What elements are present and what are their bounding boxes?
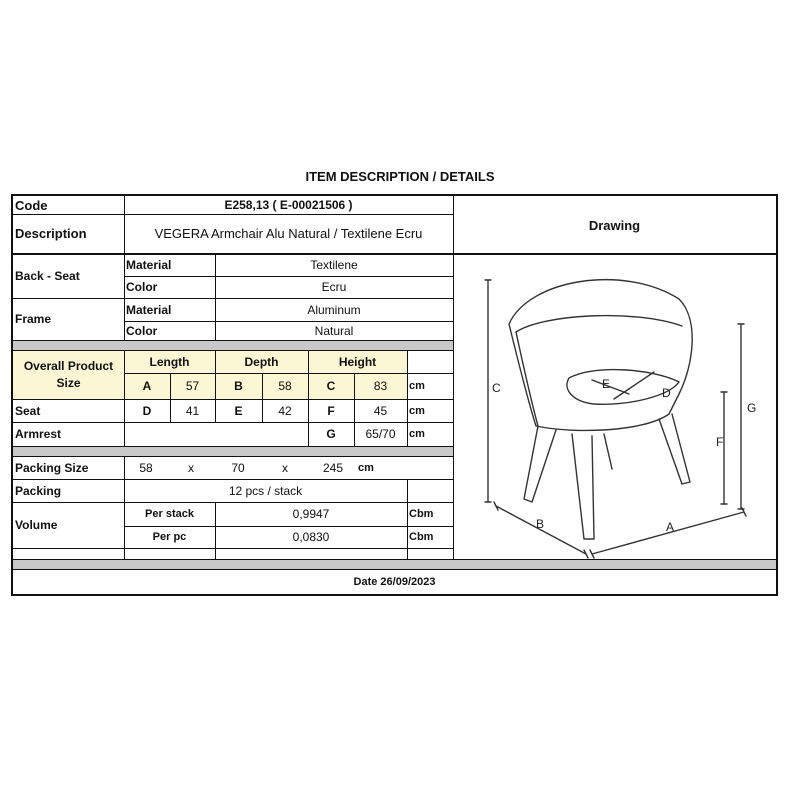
code-value: E258,13 ( E-00021506 ) xyxy=(224,198,353,212)
back-seat-material-label: Material xyxy=(126,257,172,272)
overall-unit: cm xyxy=(409,380,425,392)
dim-f-value: 45 xyxy=(373,403,388,418)
back-seat-color-label: Color xyxy=(126,280,158,294)
chair-shell xyxy=(509,280,692,431)
chair-shell-inner xyxy=(516,316,682,332)
dim-g-label: G xyxy=(326,427,336,441)
armrest-unit: cm xyxy=(409,428,425,440)
drawing-label: Drawing xyxy=(588,217,641,233)
dim-d-label: D xyxy=(142,403,152,418)
depth-header: Depth xyxy=(244,354,279,369)
drawing-letter-d: D xyxy=(662,386,671,400)
spacer-band xyxy=(13,340,453,350)
overall-size-label: Overall Product Size xyxy=(23,358,114,390)
chair-leg-front-left xyxy=(524,426,556,502)
dim-f-label: F xyxy=(327,403,335,418)
seat-label: Seat xyxy=(15,403,41,418)
length-header: Length xyxy=(149,354,190,369)
back-seat-material: Textilene xyxy=(310,257,358,272)
packing-size-unit: cm xyxy=(358,461,374,474)
frame-label: Frame xyxy=(15,312,52,326)
dim-b-label: B xyxy=(234,379,243,393)
dim-g-value: 65/70 xyxy=(365,427,396,441)
packing-size-x2: x xyxy=(282,460,288,475)
volume-per-pc-label: Per pc xyxy=(152,531,187,543)
height-header: Height xyxy=(338,354,377,369)
volume-per-pc-value: 0,0830 xyxy=(292,530,330,544)
date-label: Date 26/09/2023 xyxy=(353,575,436,588)
frame-color-label: Color xyxy=(126,323,158,338)
description-label: Description xyxy=(15,226,87,241)
frame-material-label: Material xyxy=(126,302,172,317)
packing-value: 12 pcs / stack xyxy=(228,483,303,498)
spacer-band xyxy=(13,446,453,456)
dim-e-value: 42 xyxy=(278,403,292,418)
packing-size-label: Packing Size xyxy=(15,460,89,475)
drawing-letter-b: B xyxy=(536,517,545,531)
spec-sheet xyxy=(11,194,778,596)
chair-drawing xyxy=(454,254,776,559)
dim-d-value: 41 xyxy=(185,403,200,418)
volume-unit: Cbm xyxy=(409,508,434,520)
packing-size-x1: x xyxy=(188,460,194,475)
code-label: Code xyxy=(15,197,48,213)
drawing-letter-f: F xyxy=(716,435,724,449)
packing-size-height: 245 xyxy=(322,460,344,475)
dim-a-value: 57 xyxy=(185,379,200,393)
dim-c-label: C xyxy=(326,379,336,393)
volume-per-stack-label: Per stack xyxy=(145,508,194,520)
description-value: VEGERA Armchair Alu Natural / Textilene Ecru xyxy=(154,226,423,241)
spacer-band xyxy=(13,559,776,569)
drawing-letter-e: E xyxy=(602,377,611,391)
sheet-title: ITEM DESCRIPTION / DETAILS xyxy=(305,169,495,184)
drawing-letter-c: C xyxy=(492,381,501,395)
frame-color: Natural xyxy=(314,323,354,338)
seat-unit: cm xyxy=(409,404,425,417)
back-seat-color: Ecru xyxy=(321,280,347,294)
drawing-letter-g: G xyxy=(747,401,757,415)
packing-label: Packing xyxy=(15,483,62,498)
chair-leg-front-right xyxy=(572,434,594,539)
dim-a-label: A xyxy=(142,379,152,393)
packing-size-width: 70 xyxy=(231,460,245,475)
dim-e-label: E xyxy=(234,403,243,418)
volume-label: Volume xyxy=(15,518,58,532)
volume-unit: Cbm xyxy=(409,531,434,543)
armrest-label: Armrest xyxy=(15,427,62,441)
dim-b-value: 58 xyxy=(278,379,292,393)
back-seat-label: Back - Seat xyxy=(15,268,80,283)
dim-c-value: 83 xyxy=(373,379,388,393)
packing-size-length: 58 xyxy=(139,460,153,475)
drawing-letter-a: A xyxy=(666,520,675,534)
frame-material: Aluminum xyxy=(307,302,361,317)
chair-leg-back-right xyxy=(659,414,690,484)
chair-leg-back-center xyxy=(604,434,612,469)
volume-per-stack-value: 0,9947 xyxy=(292,507,330,521)
